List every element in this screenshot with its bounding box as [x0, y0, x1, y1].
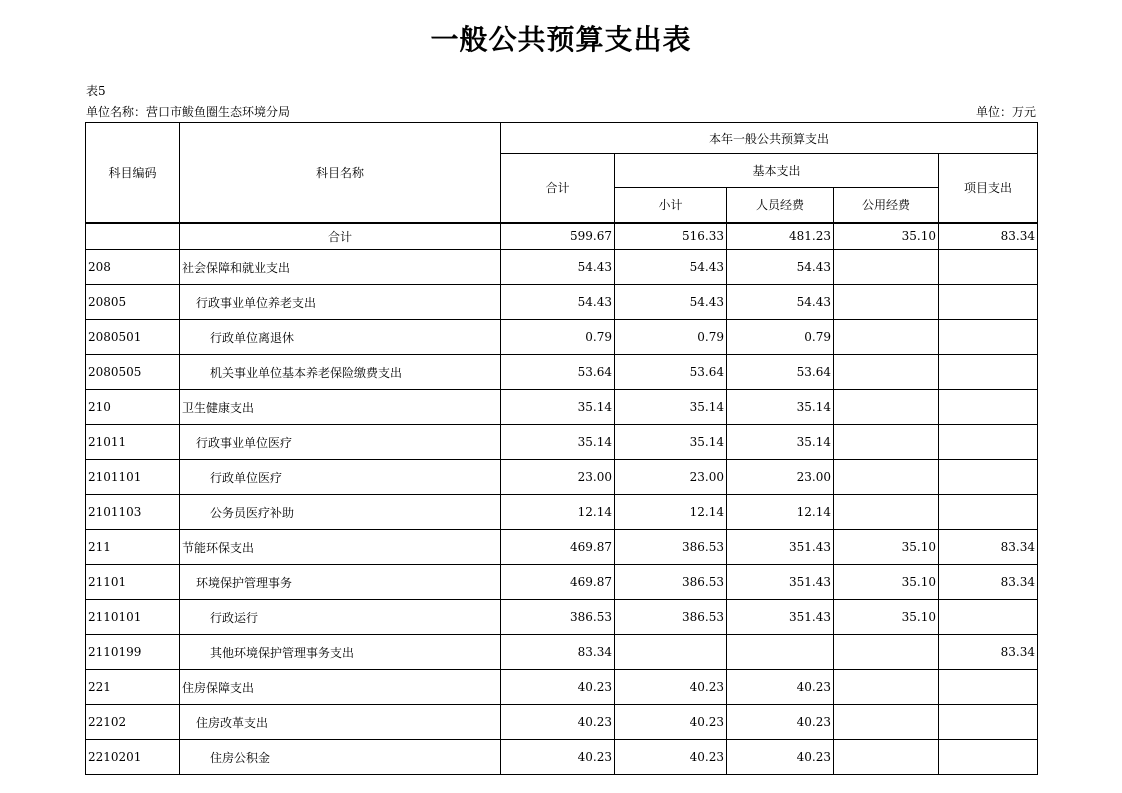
row-subtotal: 12.14 [615, 495, 727, 530]
unit-name: 单位名称：营口市鲅鱼圈生态环境分局 [86, 105, 291, 119]
row-project [939, 285, 1038, 320]
row-code: 2110199 [86, 635, 180, 670]
row-subtotal: 54.43 [615, 250, 727, 285]
row-subtotal: 35.14 [615, 390, 727, 425]
row-name: 节能环保支出 [180, 530, 501, 565]
summary-public: 35.10 [834, 223, 939, 250]
row-name: 公务员医疗补助 [180, 495, 501, 530]
row-personnel: 53.64 [727, 355, 834, 390]
row-public: 35.10 [834, 530, 939, 565]
row-project [939, 320, 1038, 355]
row-subtotal: 53.64 [615, 355, 727, 390]
row-personnel: 351.43 [727, 600, 834, 635]
row-code: 2080501 [86, 320, 180, 355]
row-code: 211 [86, 530, 180, 565]
row-personnel: 351.43 [727, 530, 834, 565]
row-total: 54.43 [501, 250, 615, 285]
table-row [86, 390, 1038, 425]
row-total: 12.14 [501, 495, 615, 530]
row-subtotal: 23.00 [615, 460, 727, 495]
row-code: 2110101 [86, 600, 180, 635]
row-personnel: 35.14 [727, 425, 834, 460]
table-row [86, 460, 1038, 495]
row-code: 22102 [86, 705, 180, 740]
summary-label: 合计 [180, 223, 501, 250]
row-code: 208 [86, 250, 180, 285]
row-public [834, 705, 939, 740]
row-personnel [727, 635, 834, 670]
row-personnel: 12.14 [727, 495, 834, 530]
summary-project: 83.34 [939, 223, 1038, 250]
header-group: 本年一般公共预算支出 [501, 123, 1038, 154]
row-subtotal: 0.79 [615, 320, 727, 355]
row-project [939, 460, 1038, 495]
row-name: 环境保护管理事务 [180, 565, 501, 600]
row-personnel: 40.23 [727, 705, 834, 740]
header-subtotal: 小计 [615, 188, 727, 223]
table-row [86, 355, 1038, 390]
row-project [939, 425, 1038, 460]
row-code: 221 [86, 670, 180, 705]
row-subtotal: 40.23 [615, 740, 727, 775]
row-subtotal: 54.43 [615, 285, 727, 320]
row-subtotal: 386.53 [615, 530, 727, 565]
row-total: 23.00 [501, 460, 615, 495]
row-project [939, 390, 1038, 425]
row-project [939, 705, 1038, 740]
row-name: 住房改革支出 [180, 705, 501, 740]
table-row [86, 425, 1038, 460]
row-project: 83.34 [939, 530, 1038, 565]
page-title: 一般公共预算支出表 [430, 23, 692, 56]
header-total: 合计 [501, 154, 615, 223]
row-public: 35.10 [834, 565, 939, 600]
table-row [86, 320, 1038, 355]
row-project [939, 740, 1038, 775]
row-code: 21101 [86, 565, 180, 600]
row-public [834, 285, 939, 320]
row-name: 住房保障支出 [180, 670, 501, 705]
row-name: 其他环境保护管理事务支出 [180, 635, 501, 670]
row-total: 40.23 [501, 705, 615, 740]
row-code: 210 [86, 390, 180, 425]
row-total: 83.34 [501, 635, 615, 670]
row-code: 2101101 [86, 460, 180, 495]
row-total: 53.64 [501, 355, 615, 390]
budget-table [85, 122, 1038, 775]
row-name: 卫生健康支出 [180, 390, 501, 425]
row-code: 21011 [86, 425, 180, 460]
row-name: 行政单位医疗 [180, 460, 501, 495]
row-project [939, 670, 1038, 705]
table-row [86, 705, 1038, 740]
row-personnel: 40.23 [727, 670, 834, 705]
row-name: 行政事业单位医疗 [180, 425, 501, 460]
row-project [939, 250, 1038, 285]
row-code: 20805 [86, 285, 180, 320]
row-total: 469.87 [501, 565, 615, 600]
row-code: 2210201 [86, 740, 180, 775]
row-public [834, 740, 939, 775]
table-row [86, 635, 1038, 670]
row-personnel: 23.00 [727, 460, 834, 495]
row-total: 40.23 [501, 740, 615, 775]
currency-unit: 单位：万元 [975, 105, 1036, 119]
header-basic: 基本支出 [615, 154, 939, 188]
row-total: 54.43 [501, 285, 615, 320]
table-row [86, 670, 1038, 705]
row-project [939, 355, 1038, 390]
row-public [834, 635, 939, 670]
row-subtotal: 40.23 [615, 705, 727, 740]
row-name: 行政运行 [180, 600, 501, 635]
row-project: 83.34 [939, 565, 1038, 600]
row-public [834, 425, 939, 460]
row-personnel: 351.43 [727, 565, 834, 600]
row-public [834, 355, 939, 390]
summary-total: 599.67 [501, 223, 615, 250]
summary-code [86, 223, 180, 250]
row-public [834, 495, 939, 530]
header-public: 公用经费 [834, 188, 939, 223]
row-personnel: 54.43 [727, 250, 834, 285]
table-number: 表5 [86, 84, 106, 98]
table-row [86, 495, 1038, 530]
table-row [86, 740, 1038, 775]
row-subtotal: 35.14 [615, 425, 727, 460]
row-name: 行政单位离退休 [180, 320, 501, 355]
row-total: 386.53 [501, 600, 615, 635]
summary-subtotal: 516.33 [615, 223, 727, 250]
header-personnel: 人员经费 [727, 188, 834, 223]
row-public [834, 670, 939, 705]
header-code: 科目编码 [86, 123, 180, 223]
header-name: 科目名称 [180, 123, 501, 223]
row-name: 行政事业单位养老支出 [180, 285, 501, 320]
row-project: 83.34 [939, 635, 1038, 670]
row-total: 0.79 [501, 320, 615, 355]
row-personnel: 40.23 [727, 740, 834, 775]
summary-row [86, 223, 1038, 250]
table-row [86, 250, 1038, 285]
row-public [834, 320, 939, 355]
table-row [86, 565, 1038, 600]
row-personnel: 0.79 [727, 320, 834, 355]
row-personnel: 35.14 [727, 390, 834, 425]
row-total: 35.14 [501, 390, 615, 425]
table-row [86, 530, 1038, 565]
row-personnel: 54.43 [727, 285, 834, 320]
row-name: 机关事业单位基本养老保险缴费支出 [180, 355, 501, 390]
summary-personnel: 481.23 [727, 223, 834, 250]
row-total: 40.23 [501, 670, 615, 705]
row-project [939, 495, 1038, 530]
table-row [86, 600, 1038, 635]
row-name: 住房公积金 [180, 740, 501, 775]
row-total: 35.14 [501, 425, 615, 460]
row-code: 2080505 [86, 355, 180, 390]
row-subtotal: 386.53 [615, 600, 727, 635]
row-name: 社会保障和就业支出 [180, 250, 501, 285]
row-subtotal: 386.53 [615, 565, 727, 600]
table-row [86, 285, 1038, 320]
row-subtotal: 40.23 [615, 670, 727, 705]
row-public [834, 390, 939, 425]
row-subtotal [615, 635, 727, 670]
row-code: 2101103 [86, 495, 180, 530]
row-project [939, 600, 1038, 635]
row-public: 35.10 [834, 600, 939, 635]
row-total: 469.87 [501, 530, 615, 565]
header-project: 项目支出 [939, 154, 1038, 223]
row-public [834, 250, 939, 285]
row-public [834, 460, 939, 495]
